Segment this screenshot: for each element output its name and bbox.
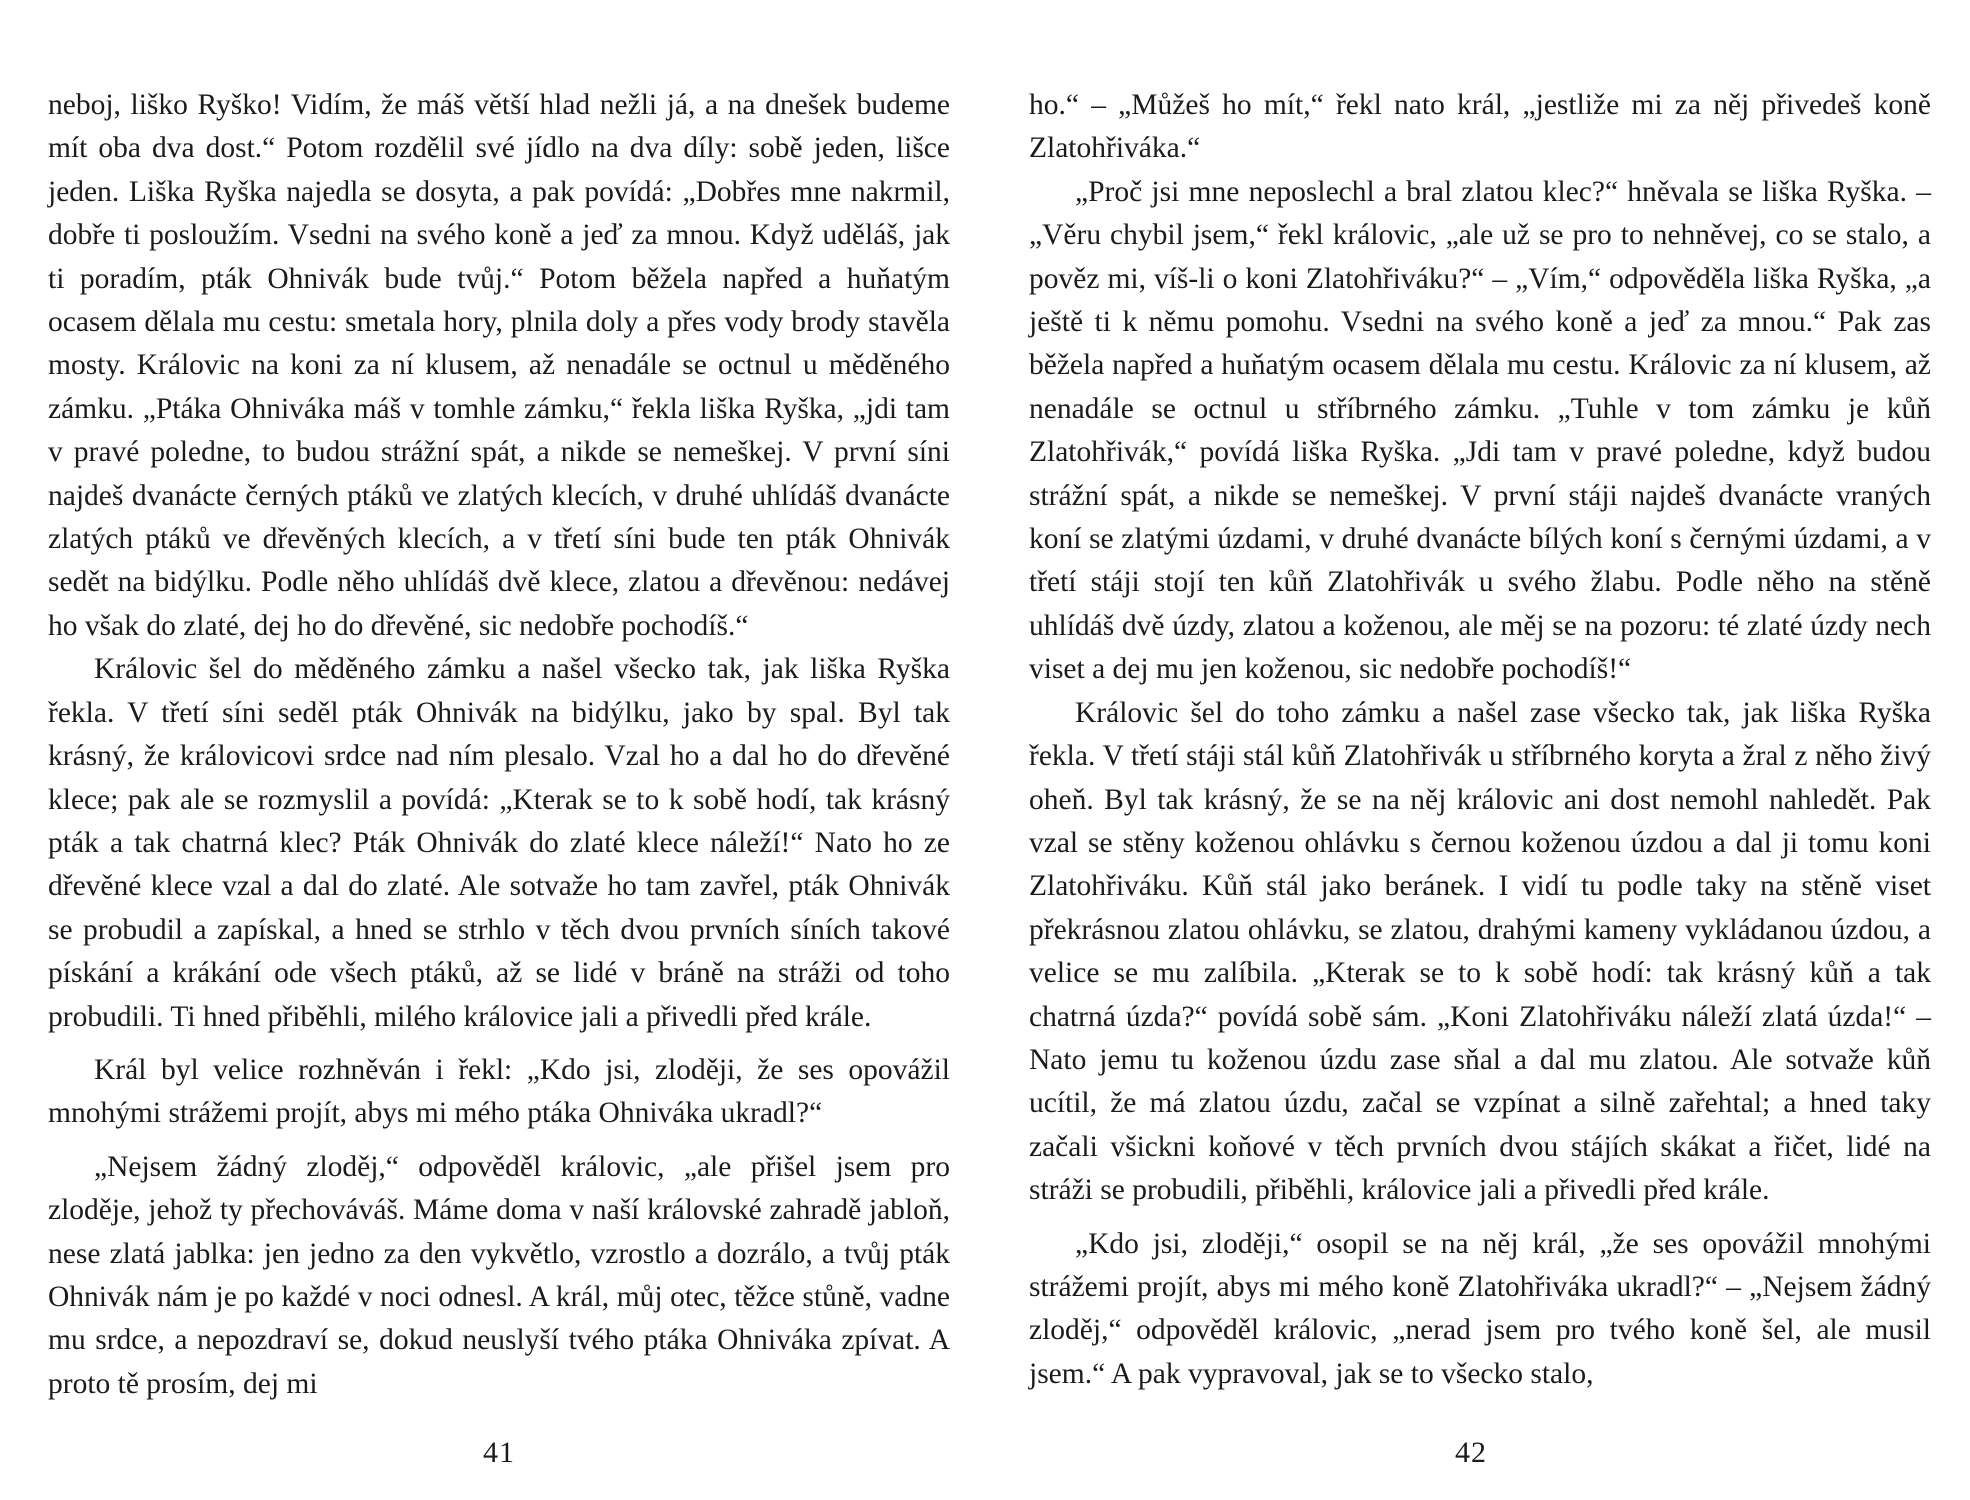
paragraph: neboj, liško Ryško! Vidím, že máš větší hlad nežli já, a na dnešek budeme mít oba dva dost.“ Potom rozdělil své jídlo na dva díly: sobě jeden, lišce jeden. Liška Ryška najedla se dosyta, a pak povídá: „Dobřes mne nakrmil, dobře ti posloužím. Vsedni na svého koně a jeď za mnou. Když uděláš, jak ti poradím, pták Ohnivák bude tvůj.“ Potom běžela napřed a huňatým ocasem dělala mu cestu: smetala hory, plnila doly a přes vody brody stavěla mosty. Královic na koni za ní klusem, až nenadále se octnul u měděného zámku. „Ptáka Ohniváka máš v tomhle zámku,“ řekla liška Ryška, „jdi tam v pravé poledne, to budou strážní spát, a nikde se nemeškej. V první síni najdeš dvanácte černých ptáků ve zlatých klecích, v druhé uhlídáš dvanácte zlatých ptáků ve dřevěných klecích, a v třetí síni bude ten pták Ohnivák sedět na bidýlku. Podle něho uhlídáš dvě klece, zlatou a dřevěnou: nedávej ho však do zlaté, dej ho do dřevěné, sic nedobře pochodíš.“	[48, 89, 950, 642]
right-page	[985, 0, 1970, 1500]
paragraph: Král byl velice rozhněván i řekl: „Kdo jsi, zloději, že ses opovážil mnohými strážemi projít, abys mi mého ptáka Ohniváka ukradl?“	[48, 1053, 950, 1130]
paragraph: „Nejsem žádný zloděj,“ odpověděl královic, „ale přišel jsem pro zloděje, jehož ty přechováváš. Máme doma v naší královské zahradě jabloň, nese zlatá jablka: jen jedno za den vykvětlo, vzrostlo a dozrálo, a tvůj pták Ohnivák nám je po každé v noci odnesl. A král, můj otec, těžce stůně, vadne mu srdce, a nepozdraví se, dokud neuslyší tvého ptáka Ohniváka zpívat. A proto tě prosím, dej mi	[48, 1150, 950, 1400]
page-number: 42	[1455, 1436, 1487, 1469]
paragraph: Královic šel do toho zámku a našel zase všecko tak, jak liška Ryška řekla. V třetí stáji stál kůň Zlatohřivák u stříbrného koryta a žral z něho živý oheň. Byl tak krásný, že se na něj královic ani dost nemohl nahledět. Pak vzal se stěny koženou ohlávku s černou koženou úzdou a dal ji tomu koni Zlatohřiváku. Kůň stál jako beránek. I vidí tu podle taky na stěně viset překrásnou zlatou ohlávku, se zlatou, drahými kameny vykládanou úzdou, a velice se mu zalíbila. „Kterak se to k sobě hodí: tak krásný kůň a tak chatrná úzda?“ povídá sobě sám. „Koni Zlatohřiváku náleží zlatá úzda!“ – Nato jemu tu koženou úzdu zase sňal a dal mu zlatou. Ale sotvaže kůň ucítil, že má zlatou úzdu, začal se vzpínat a silně zařehtal; a hned taky začali všickni koňové v těch prvních dvou stájích skákat a řičet, lidé na stráži se probudili, přiběhli, královice jali a přivedli před krále.	[1029, 696, 1931, 1207]
page-number: 41	[483, 1436, 515, 1469]
right-page-text	[1029, 84, 1931, 1396]
paragraph: Královic šel do měděného zámku a našel všecko tak, jak liška Ryška řekla. V třetí síni seděl pták Ohnivák na bidýlku, jako by spal. Byl tak krásný, že královicovi srdce nad ním plesalo. Vzal ho a dal ho do dřevěné klece; pak ale se rozmyslil a povídá: „Kterak se to k sobě hodí, tak krásný pták a tak chatrná klec? Pták Ohnivák do zlaté klece náleží!“ Nato ho ze dřevěné klece vzal a dal do zlaté. Ale sotvaže ho tam zavřel, pták Ohnivák se probudil a zapískal, a hned se strhlo v těch dvou prvních síních takové pískání a krákání ode všech ptáků, až se lidé v bráně na stráži od toho probudili. Ti hned přiběhli, milého královice jali a přivedli před krále.	[48, 653, 950, 1033]
left-page-text	[48, 84, 950, 1406]
paragraph: ho.“ – „Můžeš ho mít,“ řekl nato král, „jestliže mi za něj přivedeš koně Zlatohřiváka.“	[1029, 89, 1931, 165]
paragraph: „Kdo jsi, zloději,“ osopil se na něj král, „že ses opovážil mnohými strážemi projít, abys mi mého koně Zlatohřiváka ukradl?“ – „Nejsem žádný zloděj,“ odpověděl královic, „nerad jsem pro tvého koně šel, ale musil jsem.“ A pak vypravoval, jak se to všecko stalo,	[1029, 1227, 1931, 1390]
paragraph: „Proč jsi mne neposlechl a bral zlatou klec?“ hněvala se liška Ryška. – „Věru chybil jsem,“ řekl královic, „ale už se pro to nehněvej, co se stalo, a pověz mi, víš-li o koni Zlatohřiváku?“ – „Vím,“ odpověděla liška Ryška, „a ještě ti k němu pomohu. Vsedni na svého koně a jeď za mnou.“ Pak zas běžela napřed a huňatým ocasem dělala mu cestu. Královic za ní klusem, až nenadále se octnul u stříbrného zámku. „Tuhle v tom zámku je kůň Zlatohřivák,“ povídá liška Ryška. „Jdi tam v pravé poledne, když budou strážní spát, a nikde se nemeškej. V první stáji najdeš dvanácte vraných koní se zlatými úzdami, v druhé dvanácte bílých koní s černými úzdami, a v třetí stáji stojí ten kůň Zlatohřivák u svého žlabu. Podle něho na stěně uhlídáš dvě úzdy, zlatou a koženou, ale měj se na pozoru: té zlaté úzdy nech viset a dej mu jen koženou, sic nedobře pochodíš!“	[1029, 175, 1931, 686]
